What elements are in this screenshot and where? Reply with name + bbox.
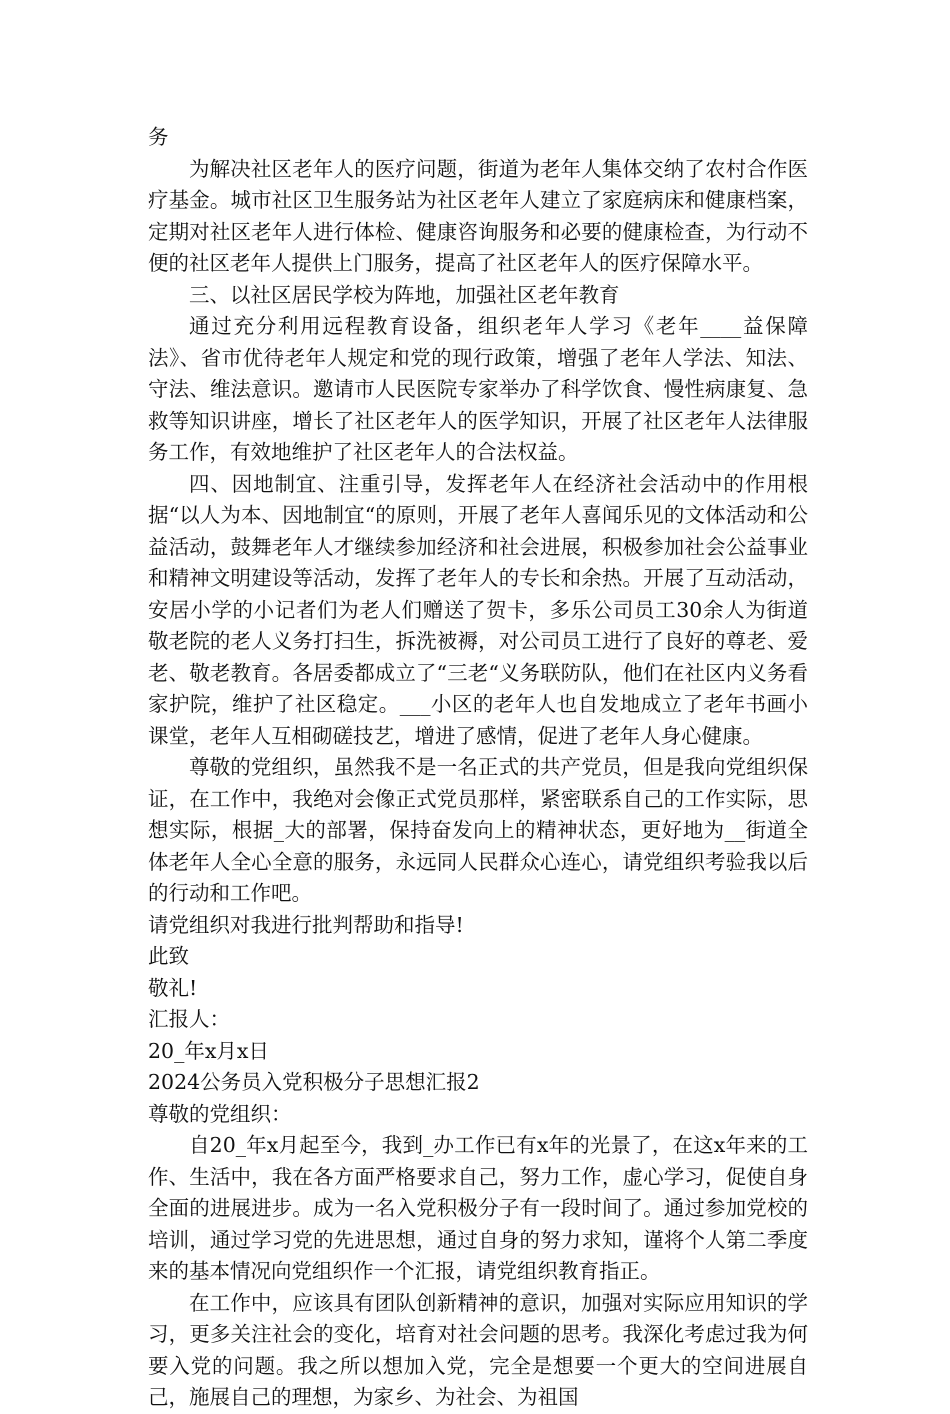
closing-request: 请党组织对我进行批判帮助和指导! (148, 912, 464, 937)
greeting-2: 尊敬的党组织： (148, 1101, 292, 1126)
closing-regards: 敬礼! (148, 975, 198, 1000)
section-heading-education: 三、以社区居民学校为阵地，加强社区老年教育 (189, 282, 620, 307)
closing-salutation: 此致 (148, 944, 189, 968)
paragraph-pledge: 尊敬的党组织，虽然我不是一名正式的共产党员，但是我向党组织保证，在工作中，我绝对会像正式党员那样，紧密联系自己的工作实际，思想实际，根据_大的部署，保持奋发向上的精神状态，更好地为__街道全体老年人全心全意的服务，永远同人民群众心连心，请党组织考验我以后的行动和工作吧。 (148, 755, 808, 905)
report-title-2: 2024公务员入党积极分子思想汇报2 (148, 1070, 480, 1094)
paragraph-continuation: 务 (148, 125, 169, 149)
paragraph-introduction-2: 自20_年x月起至今，我到_办工作已有x年的光景了，在这x年来的工作、生活中，我在各方面严格要求自己，努力工作，虚心学习，促使自身全面的进展进步。成为一名入党积极分子有一段时间了。通过参加党校的培训，通过学习党的先进思想，通过自身的努力求知，谨将个人第二季度来的基本情况向党组织作一个汇报，请党组织教育指正。 (148, 1133, 808, 1283)
paragraph-medical-care: 为解决社区老年人的医疗问题，街道为老年人集体交纳了农村合作医疗基金。城市社区卫生服务站为社区老年人建立了家庭病床和健康档案，定期对社区老年人进行体检、健康咨询服务和必要的健康检查，为行动不便的社区老年人提供上门服务，提高了社区老年人的医疗保障水平。 (148, 156, 808, 275)
document-body (148, 122, 808, 1414)
paragraph-activities: 四、因地制宜、注重引导，发挥老年人在经济社会活动中的作用根据“以人为本、因地制宜“的原则，开展了老年人喜闻乐见的文体活动和公益活动，鼓舞老年人才继续参加经济和社会进展，积极参加社会公益事业和精神文明建设等活动，发挥了老年人的专长和余热。开展了互动活动，安居小学的小记者们为老人们赠送了贺卡，多乐公司员工30余人为街道敬老院的老人义务打扫生，拆洗被褥，对公司员工进行了良好的尊老、爱老、敬老教育。各居委都成立了“三老“义务联防队，他们在社区内义务看家护院，维护了社区稳定。___小区的老年人也自发地成立了老年书画小课堂，老年人互相砌磋技艺，增进了感情，促进了老年人身心健康。 (148, 471, 808, 748)
paragraph-education: 通过充分利用远程教育设备，组织老年人学习《老年____益保障法》、省市优待老年人规定和党的现行政策，增强了老年人学法、知法、守法、维法意识。邀请市人民医院专家举办了科学饮食、慢性病康复、急救等知识讲座，增长了社区老年人的医学知识，开展了社区老年人法律服务工作，有效地维护了社区老年人的合法权益。 (148, 314, 808, 464)
paragraph-work-2: 在工作中，应该具有团队创新精神的意识，加强对实际应用知识的学习，更多关注社会的变化，培育对社会问题的思考。我深化考虑过我为何要入党的问题。我之所以想加入党，完全是想要一个更大的空间进展自己，施展自己的理想，为家乡、为社会、为祖国 (148, 1290, 808, 1409)
report-date: 20_年x月x日 (148, 1038, 269, 1063)
reporter-label: 汇报人： (148, 1007, 230, 1031)
